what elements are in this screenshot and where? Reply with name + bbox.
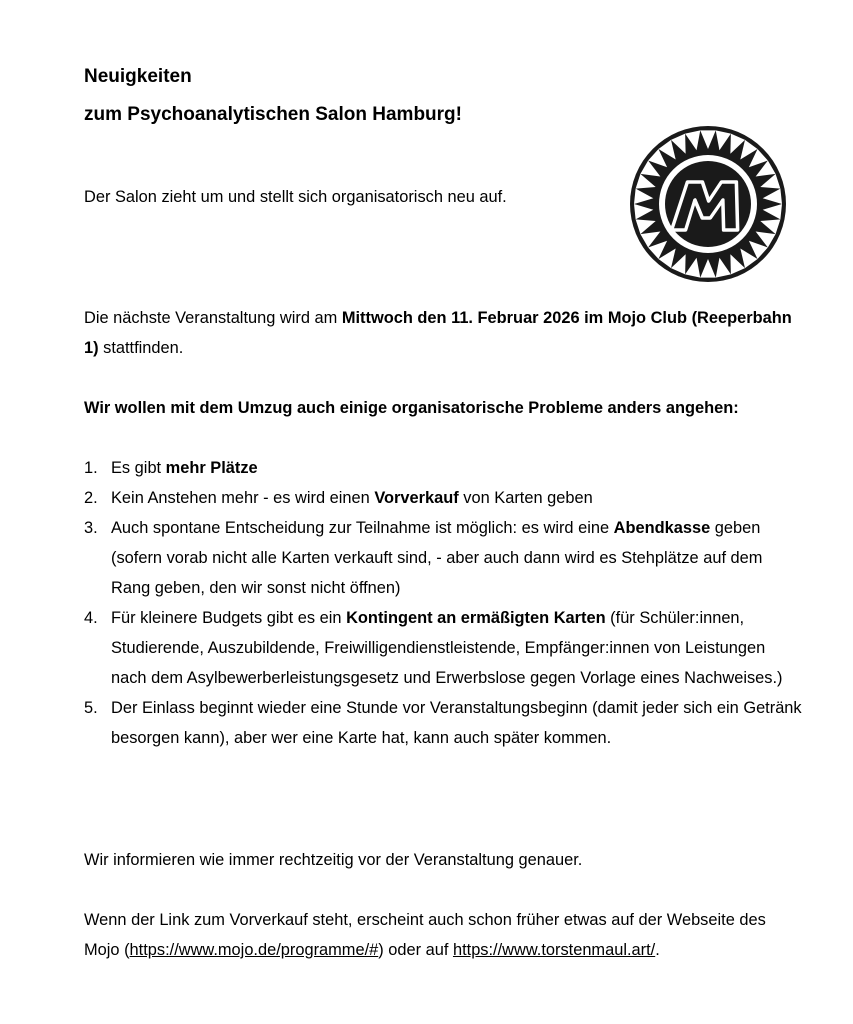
- mojo-club-logo-icon: [628, 124, 788, 284]
- event-suffix: stattfinden.: [98, 339, 184, 357]
- presale-text-end: .: [655, 941, 660, 959]
- list-item-text: Kein Anstehen mehr - es wird einen: [111, 489, 375, 507]
- event-paragraph: [84, 303, 804, 363]
- list-item-highlight: Vorverkauf: [374, 489, 459, 507]
- list-item-highlight: Abendkasse: [613, 519, 711, 537]
- list-item: [84, 513, 804, 603]
- presale-text-middle: ) oder auf: [378, 941, 453, 959]
- list-item-text-end: von Karten geben: [458, 489, 593, 507]
- list-item-highlight: mehr Plätze: [165, 459, 258, 477]
- list-item-number: 3.: [84, 519, 98, 537]
- intro-text: Der Salon zieht um und stellt sich organisatorisch neu auf.: [84, 188, 507, 206]
- list-item-text: Der Einlass beginnt wieder eine Stunde vor Veranstaltungsbeginn (damit jeder sich ein Getränk besorgen kann), aber wer eine Karte hat, kann auch später kommen.: [111, 699, 802, 747]
- list-item-text: Auch spontane Entscheidung zur Teilnahme ist möglich: es wird eine: [111, 519, 614, 537]
- list-item-number: 5.: [84, 699, 98, 717]
- list-item: [84, 603, 804, 693]
- list-item: [84, 483, 804, 513]
- list-item-number: 4.: [84, 609, 98, 627]
- heading-line-1: Neuigkeiten: [84, 66, 192, 87]
- heading-line-2: zum Psychoanalytischen Salon Hamburg!: [84, 104, 462, 125]
- event-prefix: Die nächste Veranstaltung wird am: [84, 309, 342, 327]
- goals-list: [84, 453, 804, 753]
- list-item-text: Für kleinere Budgets gibt es ein: [111, 609, 347, 627]
- mojo-programme-link[interactable]: https://www.mojo.de/programme/#: [129, 941, 379, 959]
- presale-text: Wenn der Link zum Vorverkauf steht, erscheint auch schon früher etwas auf der Webseite des Mojo (: [84, 911, 766, 959]
- torstenmaul-link[interactable]: https://www.torstenmaul.art/: [452, 941, 656, 959]
- list-item-text-end: geben (sofern vorab nicht alle Karten verkauft sind, - aber auch dann wird es Stehplätze auf dem Rang geben, den wir sonst nicht öffnen): [111, 519, 763, 597]
- list-item-number: 2.: [84, 489, 98, 507]
- goals-heading: Wir wollen mit dem Umzug auch einige organisatorische Probleme anders angehen:: [84, 399, 739, 417]
- list-item-highlight: Kontingent an ermäßigten Karten: [346, 609, 606, 627]
- list-item: [84, 693, 804, 753]
- presale-paragraph: [84, 905, 784, 965]
- list-item-text: Es gibt: [111, 459, 166, 477]
- event-date-location: Mittwoch den 11. Februar 2026 im Mojo Club (Reeperbahn 1): [84, 309, 792, 357]
- info-text: Wir informieren wie immer rechtzeitig vor der Veranstaltung genauer.: [84, 851, 583, 869]
- list-item-text-end: (für Schüler:innen, Studierende, Auszubildende, Freiwilligendienstleistende, Empfänger:innen von Leistungen nach dem Asylbewerberleistungsgesetz und Erwerbslose gegen Vorlage eines Nachweises.): [111, 609, 783, 687]
- list-item-number: 1.: [84, 459, 98, 477]
- list-item: [84, 453, 804, 483]
